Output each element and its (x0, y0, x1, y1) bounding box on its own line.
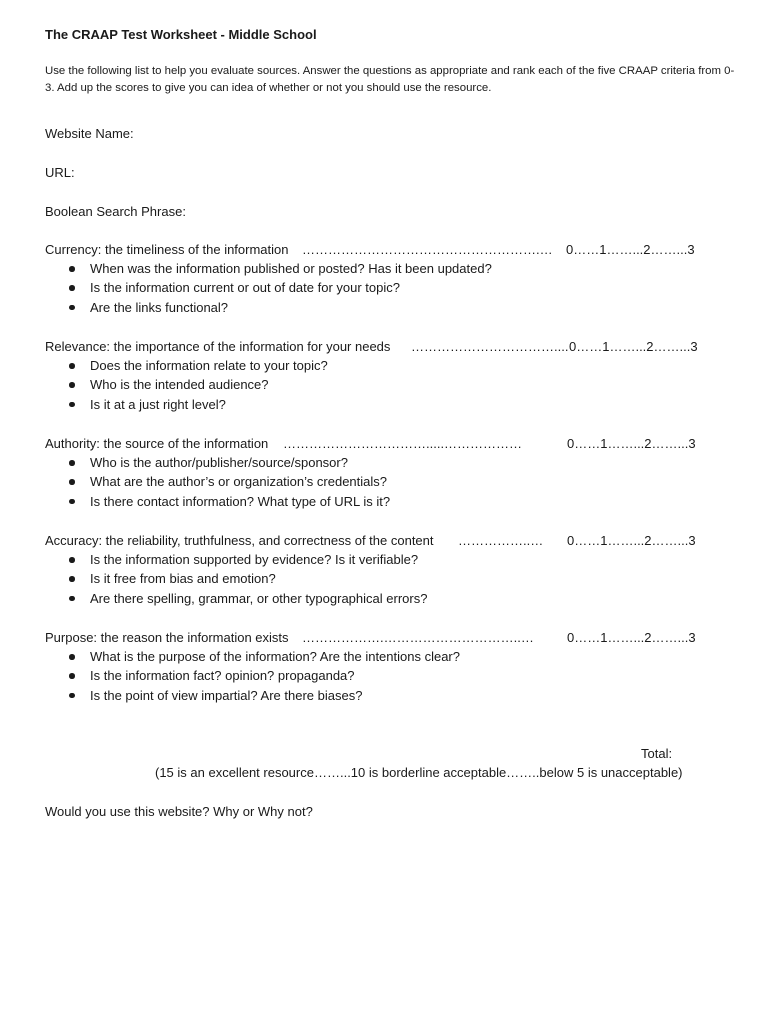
list-item: Is there contact information? What type of URL is it? (45, 494, 390, 513)
rating-scale: 0……1……...2……...3 (567, 630, 696, 645)
rating-scale: 0……1……...2……...3 (569, 339, 698, 354)
criterion-label: Purpose: the reason the information exists (45, 630, 289, 645)
rating-scale: 0……1……...2……...3 (567, 436, 696, 451)
score-interpretation: (15 is an excellent resource……...10 is borderline acceptable……..below 5 is unacceptable) (155, 765, 683, 780)
list-item: Are the links functional? (45, 300, 492, 319)
url-field: URL: (45, 165, 75, 180)
list-item: Is it at a just right level? (45, 397, 328, 416)
list-item: What are the author’s or organization’s credentials? (45, 474, 390, 493)
total-label: Total: (641, 746, 673, 761)
worksheet-title: The CRAAP Test Worksheet - Middle School (45, 27, 317, 42)
closing-question: Would you use this website? Why or Why not? (45, 804, 313, 819)
list-item: What is the purpose of the information? Are the intentions clear? (45, 649, 460, 668)
boolean-search-field: Boolean Search Phrase: (45, 204, 186, 219)
accuracy-questions (45, 552, 427, 610)
list-item: Is the information fact? opinion? propaganda? (45, 668, 460, 687)
criterion-label: Authority: the source of the information (45, 436, 269, 451)
list-item: Are there spelling, grammar, or other typographical errors? (45, 591, 427, 610)
list-item: Is the information supported by evidence? Is it verifiable? (45, 552, 427, 571)
relevance-questions (45, 358, 328, 416)
website-name-field: Website Name: (45, 126, 134, 141)
criterion-leader: …………………………….....……………… (283, 436, 523, 451)
criterion-leader: …………………………….... (411, 339, 569, 354)
list-item: Who is the author/publisher/source/sponsor? (45, 455, 390, 474)
criterion-leader: ……………..… (458, 533, 544, 548)
purpose-questions (45, 649, 460, 707)
rating-scale: 0……1……...2……...3 (567, 533, 696, 548)
list-item: Is the point of view impartial? Are there biases? (45, 688, 460, 707)
list-item: Who is the intended audience? (45, 377, 328, 396)
criterion-leader: ……………………………………………….… (302, 242, 553, 257)
list-item: Is the information current or out of date for your topic? (45, 280, 492, 299)
criterion-label: Accuracy: the reliability, truthfulness, and correctness of the content (45, 533, 434, 548)
criterion-leader: ……………….…………………………..… (302, 630, 534, 645)
authority-questions (45, 455, 390, 513)
criterion-label: Currency: the timeliness of the information (45, 242, 289, 257)
list-item: Does the information relate to your topic? (45, 358, 328, 377)
list-item: Is it free from bias and emotion? (45, 571, 427, 590)
instructions-paragraph: Use the following list to help you evaluate sources. Answer the questions as appropriate and rank each of the five CRAAP criteria from 0-3. Add up the scores to give you can idea of whether or not you should use the resource. (45, 65, 735, 94)
criterion-label: Relevance: the importance of the information for your needs (45, 339, 391, 354)
currency-questions (45, 261, 492, 319)
rating-scale: 0……1……...2……...3 (566, 242, 695, 257)
list-item: When was the information published or posted? Has it been updated? (45, 261, 492, 280)
